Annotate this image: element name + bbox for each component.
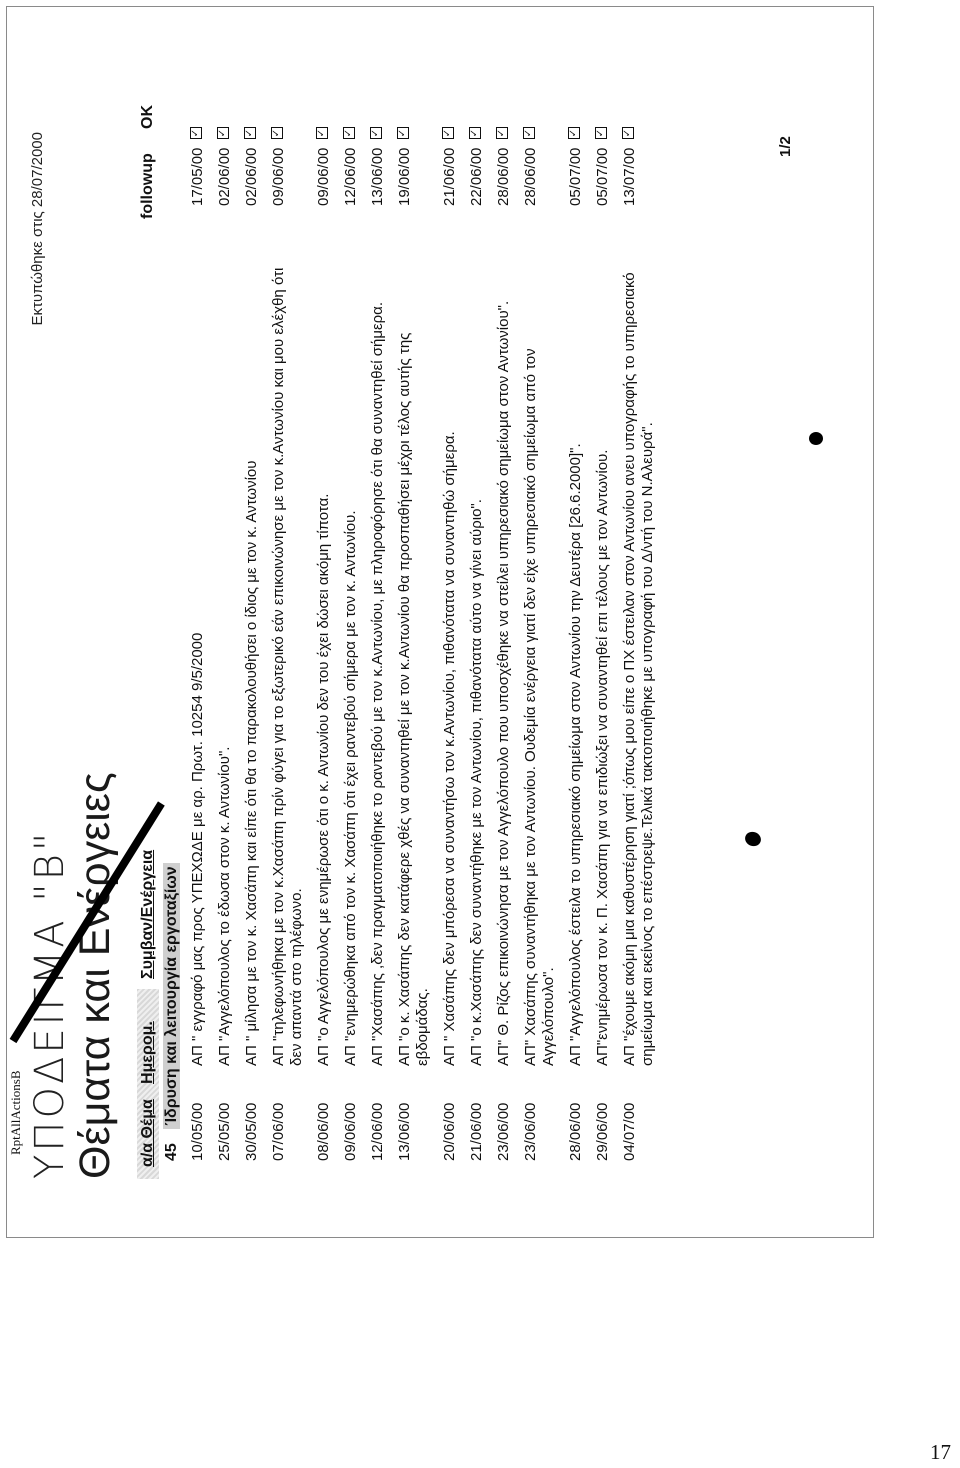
list-item xyxy=(243,111,261,1161)
checkbox-icon: ✓ xyxy=(397,128,408,138)
col-aa-topic: α/α Θέμα xyxy=(139,1099,156,1167)
row-date: 04/07/00 xyxy=(621,1102,638,1161)
row-text: ΑΠ " εγγραφό μας προς ΥΠΕΧΩΔΕ με αρ. Πρωτ. 10254 9/5/2000 xyxy=(189,632,206,1066)
list-item xyxy=(495,111,513,1161)
row-followup: 19/06/00 xyxy=(396,147,413,206)
row-date: 12/06/00 xyxy=(369,1102,386,1161)
list-item xyxy=(621,111,657,1161)
row-text: ΑΠ" Χασάπης συναντήθηκα με τον Αντωνίου. Ουδεμία ενέργεια γιατί δεν είχε υπηρεσιακό σημείωμα από τον Αγγελόπουλο". xyxy=(522,348,557,1066)
row-text: ΑΠ " μίλησα με τον κ. Χασάπη και είπε ότι θα το παρακολουθήσει ο ίδιος με τον κ. Αντωνίου xyxy=(243,460,260,1066)
column-header xyxy=(135,105,163,1179)
row-followup: 13/07/00 xyxy=(621,147,638,206)
row-followup: 21/06/00 xyxy=(441,147,458,206)
row-date: 07/06/00 xyxy=(270,1102,287,1161)
row-date: 09/06/00 xyxy=(342,1102,359,1161)
row-date: 20/06/00 xyxy=(441,1102,458,1161)
row-date: 10/05/00 xyxy=(189,1102,206,1161)
row-text: ΑΠ "ενημερώθηκα από τον κ. Χασάπη ότι έχει ραντεβού σήμερα με τον κ. Αντωνίου. xyxy=(342,510,359,1066)
list-item xyxy=(315,111,333,1161)
row-date: 23/06/00 xyxy=(522,1102,539,1161)
checkbox-icon: ✓ xyxy=(217,128,228,138)
checkbox-icon: ✓ xyxy=(244,128,255,138)
col-ok: OK xyxy=(139,105,156,129)
printed-date: Εκτυπώθηκε στις 28/07/2000 xyxy=(29,132,46,326)
col-date: Ημερομ. xyxy=(139,1021,156,1084)
row-followup: 22/06/00 xyxy=(468,147,485,206)
row-followup: 02/06/00 xyxy=(243,147,260,206)
row-text: ΑΠ " Χασάπης δεν μπόρεσα να συναντήσω τον κ.Αντωνίου, πιθανότατα να συναντηθώ σήμερα. xyxy=(441,431,458,1066)
list-item xyxy=(594,111,612,1161)
row-followup: 02/06/00 xyxy=(216,147,233,206)
row-text: ΑΠ "έχουμε ακόμη μια καθυστέρηση γιατί ;όπως μου είπε ο ΠΧ έστειλαν στον Αντωνίου ανευ υπογραφής το υπηρεσιακό σημείωμα και εκείνος το επέστρεψε.Τελικά τακτοποιήθηκε με υπογραφή του Δ/ντή του Ν.Αλευρά". xyxy=(621,272,656,1066)
checkbox-icon: ✓ xyxy=(316,128,327,138)
list-item xyxy=(270,111,306,1161)
row-followup: 09/06/00 xyxy=(270,147,287,206)
row-followup: 28/06/00 xyxy=(522,147,539,206)
checkbox-icon: ✓ xyxy=(568,128,579,138)
row-text: ΑΠ"ενημέρωσα τον κ. Π. Χασάπη για να επιδιώξει να συναντηθεί επι τέλους με τον Αντωνίου. xyxy=(594,449,611,1066)
list-item xyxy=(216,111,234,1161)
row-text: ΑΠ "ο Αγγελόπουλος με ενημέρωσε ότι ο κ. Αντωνίου δεν του έχει δώσει ακόμη τίποτα. xyxy=(315,493,332,1066)
row-text: ΑΠ "Χασάπης ,δεν πραγματοποιήθηκε το ραντεβού με τον κ.Αντωνίου, με πληροφόρησε ότι θα συναντηθεί σήμερα. xyxy=(369,301,386,1066)
checkbox-icon: ✓ xyxy=(190,128,201,138)
row-date: 23/06/00 xyxy=(495,1102,512,1161)
list-item xyxy=(369,111,387,1161)
row-text: ΑΠ "ο κ. Χασάπης δεν κατάφερε χθές να συναντηθεί με τον κ.Αντωνίου θα προσπαθήσει μέχρι τέλος αυτής της εβδομάδας. xyxy=(396,332,431,1066)
checkbox-icon: ✓ xyxy=(271,128,282,138)
handwritten-label: ΥΠΟΔΕΙΓΜΑ "Β" xyxy=(27,829,73,1179)
checkbox-icon: ✓ xyxy=(622,128,633,138)
row-text: ΑΠ "ο κ.Χασάπης δεν συναντήθηκε με τον Αντωνίου, πιθανότατα αύτο να γίνει αύριο". xyxy=(468,499,485,1066)
row-text: ΑΠ "τηλεφωνήθηκα με τον κ.Χασάπη πρίν φύγει για το εξωτερικό εάν επικοινώνησε με τον κ.Αντωνίου και μου ελέχθη ότι δεν απαντά στο τηλέφωνο. xyxy=(270,267,305,1066)
checkbox-icon: ✓ xyxy=(595,128,606,138)
row-followup: 12/06/00 xyxy=(342,147,359,206)
col-followup: followup xyxy=(139,153,156,219)
checkbox-icon: ✓ xyxy=(469,128,480,138)
row-date: 30/05/00 xyxy=(243,1102,260,1161)
row-date: 13/06/00 xyxy=(396,1102,413,1161)
checkbox-icon: ✓ xyxy=(343,128,354,138)
row-followup: 17/05/00 xyxy=(189,147,206,206)
row-followup: 09/06/00 xyxy=(315,147,332,206)
list-item xyxy=(522,111,558,1161)
row-followup: 05/07/00 xyxy=(594,147,611,206)
action-list xyxy=(189,111,666,1161)
row-text: ΑΠ "Αγγελόπουλος έστειλα το υπηρεσιακό σημείωμα στον Αντωνίου την Δευτέρα [26.6.2000]". xyxy=(567,443,584,1066)
ink-blot xyxy=(809,432,823,445)
checkbox-icon: ✓ xyxy=(523,128,534,138)
row-date: 08/06/00 xyxy=(315,1102,332,1161)
row-followup: 28/06/00 xyxy=(495,147,512,206)
row-followup: 13/06/00 xyxy=(369,147,386,206)
row-date: 25/05/00 xyxy=(216,1102,233,1161)
rotated-report xyxy=(7,7,874,1238)
page-number: 17 xyxy=(930,1440,951,1464)
row-date: 29/06/00 xyxy=(594,1102,611,1161)
page-of: 1/2 xyxy=(777,136,794,157)
list-item xyxy=(189,111,207,1161)
checkbox-icon: ✓ xyxy=(442,128,453,138)
row-date: 21/06/00 xyxy=(468,1102,485,1161)
topic-title: Ίδρυση και λειτουργία εργοταξίων xyxy=(163,863,180,1128)
list-item xyxy=(567,111,585,1161)
row-followup: 05/07/00 xyxy=(567,147,584,206)
row-date: 28/06/00 xyxy=(567,1102,584,1161)
row-text: ΑΠ "Αγγελόπουλος το έδωσα στον κ. Αντωνίου". xyxy=(216,746,233,1066)
scanned-page-frame xyxy=(6,6,874,1238)
list-item xyxy=(468,111,486,1161)
checkbox-icon: ✓ xyxy=(370,128,381,138)
topic-heading xyxy=(163,863,181,1161)
topic-number: 45 xyxy=(163,1143,180,1161)
row-text: ΑΠ" Θ. Ρίζος επικοινώνησα με τον Αγγελόπουλο που υποσχέθηκε να στείλει υπηρεσιακό σημείωμα στον Αντωνίου". xyxy=(495,300,512,1066)
report-name: RptAllActionsB xyxy=(8,1070,23,1155)
list-item xyxy=(396,111,432,1161)
col-action: Συμβαν/Ενέργεια xyxy=(139,849,156,979)
checkbox-icon: ✓ xyxy=(496,128,507,138)
list-item xyxy=(342,111,360,1161)
report-title: Θέματα και Ενέργειες xyxy=(71,772,119,1179)
list-item xyxy=(441,111,459,1161)
